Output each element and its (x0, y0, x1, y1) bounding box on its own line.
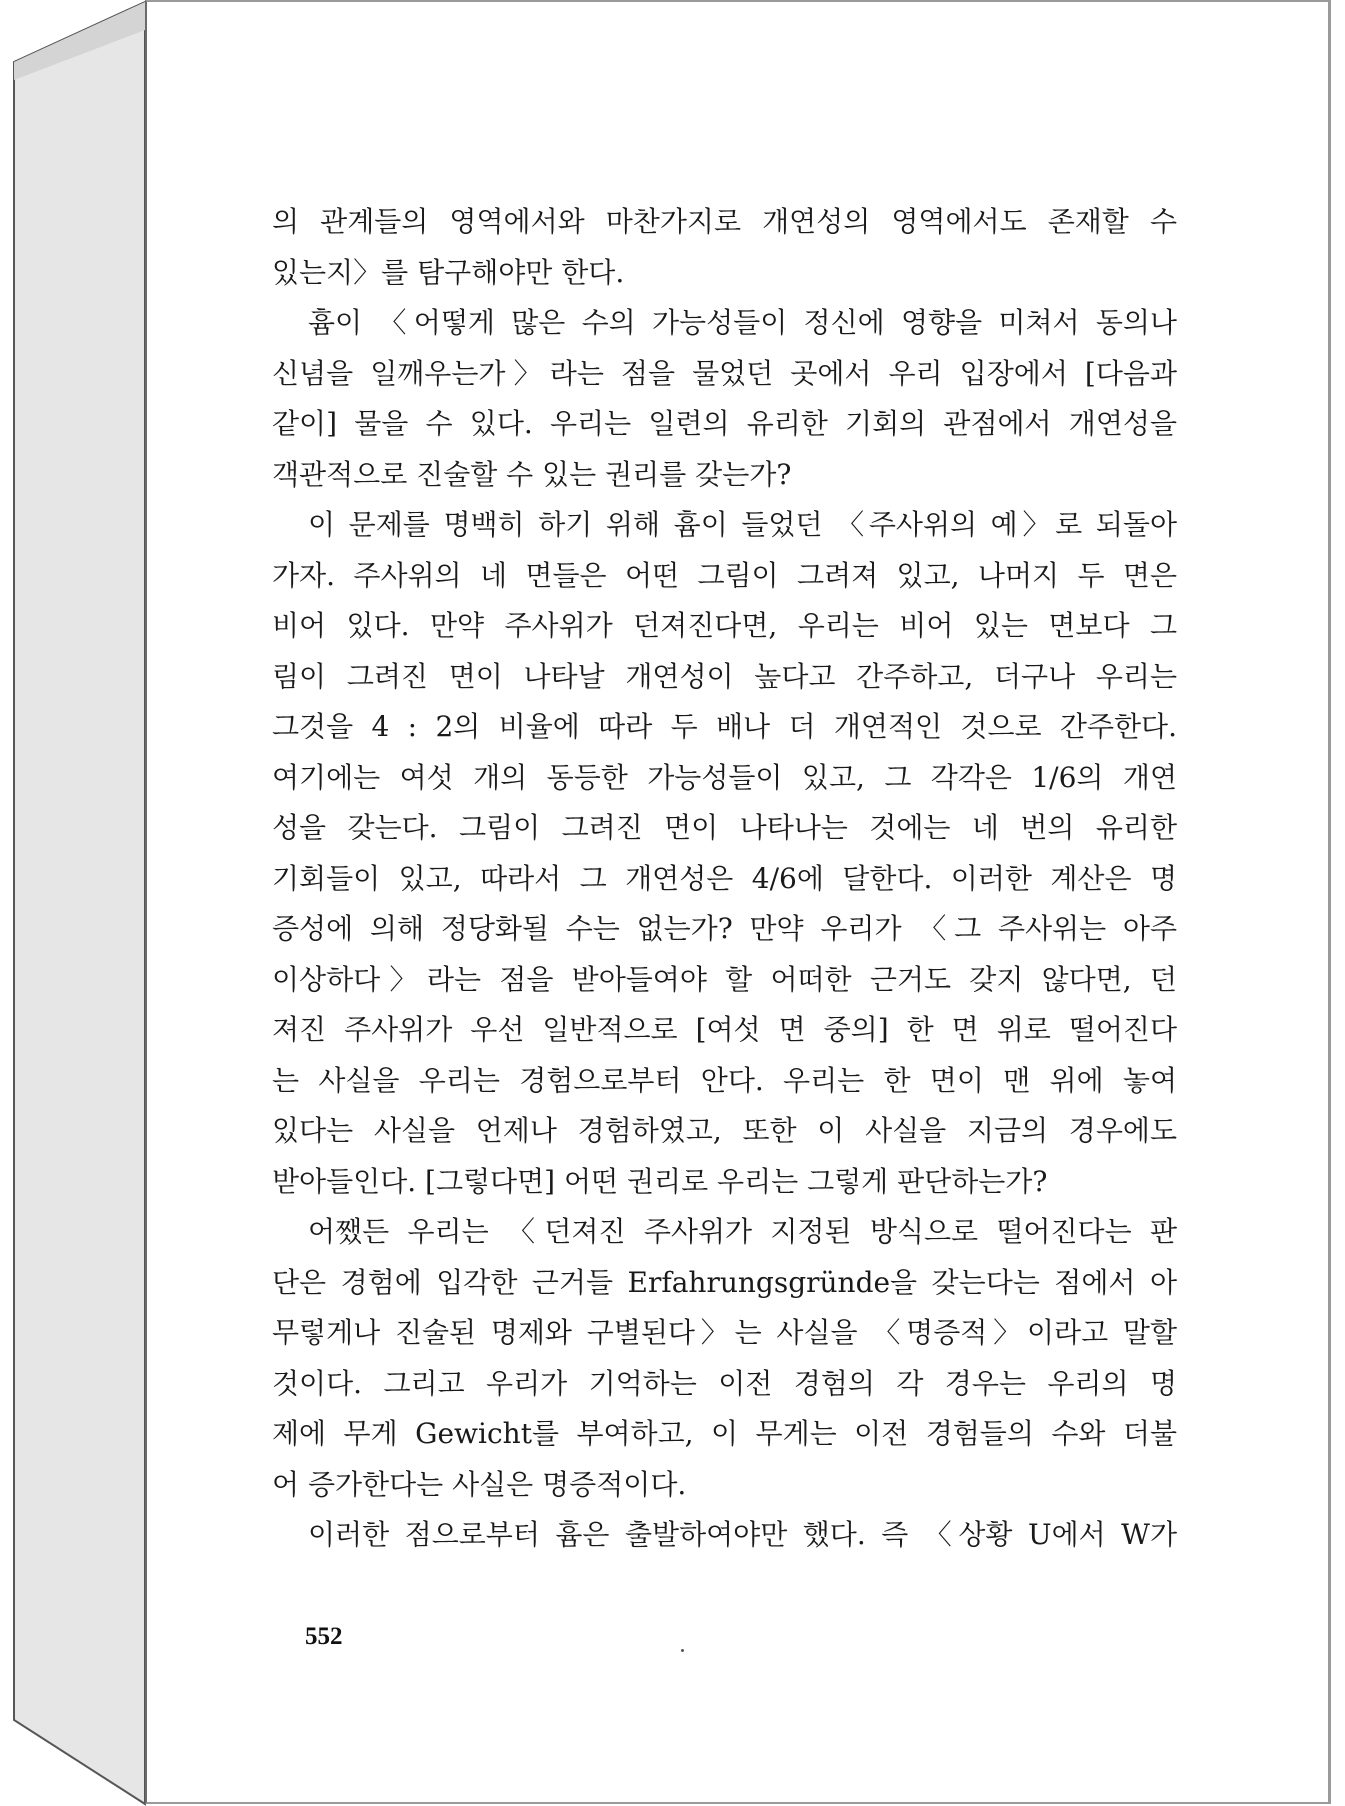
text-line: 어쨌든 우리는 〈던져진 주사위가 지정된 방식으로 떨어진다는 판 (308, 1215, 1177, 1248)
body-text (272, 197, 1177, 1561)
text-line: 의 관계들의 영역에서와 마찬가지로 개연성의 영역에서도 존재할 수 (272, 205, 1177, 238)
text-line: 증성에 의해 정당화될 수는 없는가? 만약 우리가 〈그 주사위는 아주 (272, 912, 1177, 945)
text-line: 단은 경험에 입각한 근거들 Erfahrungsgründe을 갖는다는 점에서 아 (272, 1265, 1177, 1299)
text-line: 객관적으로 진술할 수 있는 권리를 갖는가? (272, 457, 792, 491)
text-line: 가자. 주사위의 네 면들은 어떤 그림이 그려져 있고, 나머지 두 면은 (272, 558, 1177, 592)
text-line: 림이 그려진 면이 나타날 개연성이 높다고 간주하고, 더구나 우리는 (272, 659, 1177, 693)
text-line: 는 사실을 우리는 경험으로부터 안다. 우리는 한 면이 맨 위에 놓여 (272, 1063, 1177, 1097)
text-line: 이 문제를 명백히 하기 위해 흄이 들었던 〈주사위의 예〉로 되돌아 (308, 508, 1177, 541)
text-line: 제에 무게 Gewicht를 부여하고, 이 무게는 이전 경험들의 수와 더불 (272, 1417, 1177, 1450)
text-line: 여기에는 여섯 개의 동등한 가능성들이 있고, 그 각각은 1/6의 개연 (272, 760, 1177, 794)
text-line: 져진 주사위가 우선 일반적으로 [여섯 면 중의] 한 면 위로 떨어진다 (272, 1013, 1177, 1046)
page-number: 552 (305, 1623, 343, 1650)
text-line: 신념을 일깨우는가〉라는 점을 물었던 곳에서 우리 입장에서 [다음과 (272, 356, 1177, 390)
text-line: 이러한 점으로부터 흄은 출발하여야만 했다. 즉 〈상황 U에서 W가 (308, 1518, 1177, 1551)
text-line: 어 증가한다는 사실은 명증적이다. (272, 1467, 687, 1501)
text-line: 비어 있다. 만약 주사위가 던져진다면, 우리는 비어 있는 면보다 그 (272, 609, 1177, 642)
text-line: 이상하다〉라는 점을 받아들여야 할 어떠한 근거도 갖지 않다면, 던 (272, 962, 1177, 996)
text-line: 같이] 물을 수 있다. 우리는 일련의 유리한 기회의 관점에서 개연성을 (272, 407, 1177, 440)
text-line: 흄이 〈어떻게 많은 수의 가능성들이 정신에 영향을 미쳐서 동의나 (308, 306, 1177, 339)
scan-speck (681, 1649, 684, 1652)
text-line: 그것을 4 : 2의 비율에 따라 두 배나 더 개연적인 것으로 간주한다. (272, 710, 1177, 743)
text-line: 무렇게나 진술된 명제와 구별된다〉는 사실을 〈명증적〉이라고 말할 (272, 1316, 1177, 1349)
text-line: 기회들이 있고, 따라서 그 개연성은 4/6에 달한다. 이러한 계산은 명 (272, 861, 1177, 895)
text-line: 있는지〉를 탐구해야만 한다. (272, 255, 625, 289)
text-line: 것이다. 그리고 우리가 기억하는 이전 경험의 각 경우는 우리의 명 (272, 1366, 1177, 1400)
book-spine-edge (0, 0, 150, 1806)
text-line: 받아들인다. [그렇다면] 어떤 권리로 우리는 그렇게 판단하는가? (272, 1164, 1048, 1198)
text-line: 있다는 사실을 언제나 경험하였고, 또한 이 사실을 지금의 경우에도 (272, 1114, 1177, 1147)
text-line: 성을 갖는다. 그림이 그려진 면이 나타나는 것에는 네 번의 유리한 (272, 811, 1177, 844)
